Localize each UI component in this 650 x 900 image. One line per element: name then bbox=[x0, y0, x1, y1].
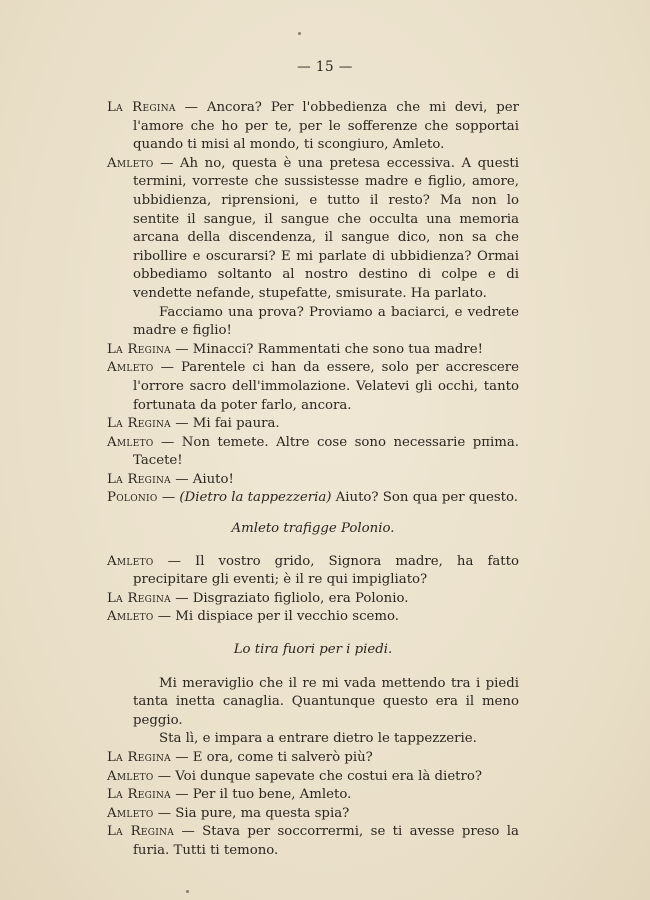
line-text: — Minacci? Rammentati che sono tua madre! bbox=[175, 341, 483, 357]
page-number: — 15 — bbox=[297, 59, 353, 75]
dialogue-line bbox=[107, 155, 519, 304]
dialogue-line bbox=[107, 471, 519, 490]
speaker-name: La Regina bbox=[107, 341, 171, 357]
line-text: — Non temete. Altre cose sono necessarie pπima. Tacete! bbox=[133, 434, 519, 469]
stage-direction: Amleto trafigge Polonio. bbox=[231, 521, 395, 537]
speaker-name: La Regina bbox=[107, 416, 171, 432]
line-text: — Mi fai paura. bbox=[175, 416, 280, 432]
play-text bbox=[107, 99, 519, 861]
speaker-name: La Regina bbox=[107, 100, 176, 115]
dialogue-line bbox=[107, 786, 519, 805]
line-text: — Stava per soccorrermi, se ti avesse preso la furia. Tutti ti temono. bbox=[133, 824, 519, 858]
line-text: — Ancora? Per l'obbedienza che mi devi, per l'amore che ho per te, per le sofferenze che sopportai quando ti misi al mondo, ti scongiuro, Amleto. bbox=[133, 100, 519, 153]
line-text: — Aiuto! bbox=[175, 471, 234, 487]
speech-paragraph: Mi meraviglio che il re mi vada mettendo tra i piedi tanta inetta canaglia. Quantunque questo era il meno peggio. bbox=[133, 675, 519, 728]
continuation-paragraph: Facciamo una prova? Proviamo a baciarci, e vedrete madre e figlio! bbox=[133, 304, 519, 339]
speaker-name: La Regina bbox=[107, 590, 171, 606]
dialogue-line bbox=[107, 99, 519, 155]
line-text: — Sia pure, ma questa spia? bbox=[157, 805, 350, 821]
speech-paragraph: Sta lì, e impara a entrare dietro le tappezzerie. bbox=[159, 731, 477, 747]
line-text: — Parentele ci han da essere, solo per accrescere l'orrore sacro dell'immolazione. Velatevi gli occhi, tanto fortunata da poter farlo, ancora. bbox=[133, 360, 519, 413]
speaker-name: Amleto bbox=[107, 768, 154, 784]
speaker-name: Amleto bbox=[107, 155, 154, 171]
speaker-name: Amleto bbox=[107, 805, 154, 821]
line-text: — Per il tuo bene, Amleto. bbox=[175, 787, 352, 803]
speaker-name: La Regina bbox=[107, 471, 171, 487]
dialogue-line bbox=[107, 805, 519, 824]
line-text: — Mi dispiace per il vecchio scemo. bbox=[157, 609, 399, 625]
dialogue-line bbox=[107, 415, 519, 434]
line-text: — Voi dunque sapevate che costui era là dietro? bbox=[157, 768, 483, 784]
speaker-name: La Regina bbox=[107, 824, 175, 840]
line-dash: — bbox=[161, 490, 180, 506]
paper-speck bbox=[298, 32, 301, 35]
dialogue-line bbox=[107, 553, 519, 590]
speaker-name: La Regina bbox=[107, 750, 171, 765]
line-text: — Disgraziato figliolo, era Polonio. bbox=[175, 590, 409, 606]
line-text: — E ora, come ti salverò più? bbox=[175, 750, 373, 765]
dialogue-line bbox=[107, 823, 519, 860]
speaker-name: Amleto bbox=[107, 553, 154, 569]
speaker-name: La Regina bbox=[107, 787, 171, 803]
dialogue-line bbox=[107, 434, 519, 471]
speaker-name: Polonio bbox=[107, 490, 158, 506]
dialogue-line bbox=[107, 590, 519, 609]
line-text: — Ah no, questa è una pretesa eccessiva. A questi termini, vorreste che sussistesse madre e figlio, amore, ubbidienza, riprensioni, e tutto il resto? Ma non lo sentite il sangue, il sangue che occulta una memoria arcana della discendenza, il sangue dico, non sa che ribollire e oscurarsi? E mi parlate di ubbidienza? Ormai obbediamo soltanto al nostro destino di colpe e di vendette nefande, stupefatte, smisurate. Ha parlato. bbox=[133, 155, 519, 301]
inline-stage-direction: (Dietro la tappezzeria) bbox=[179, 490, 332, 506]
speaker-name: Amleto bbox=[107, 609, 154, 625]
line-text: — Il vostro grido, Signora madre, ha fatto precipitare gli eventi; è il re qui impigliato? bbox=[133, 553, 519, 588]
dialogue-line bbox=[107, 608, 519, 627]
dialogue-line bbox=[107, 489, 519, 508]
paper-speck bbox=[186, 890, 189, 893]
line-text: Aiuto? Son qua per questo. bbox=[331, 490, 518, 506]
speaker-name: Amleto bbox=[107, 434, 154, 450]
dialogue-line bbox=[107, 359, 519, 415]
stage-direction: Lo tira fuori per i piedi. bbox=[233, 642, 393, 658]
dialogue-line bbox=[107, 768, 519, 787]
dialogue-line bbox=[107, 749, 519, 768]
speaker-name: Amleto bbox=[107, 360, 154, 376]
dialogue-line bbox=[107, 341, 519, 360]
